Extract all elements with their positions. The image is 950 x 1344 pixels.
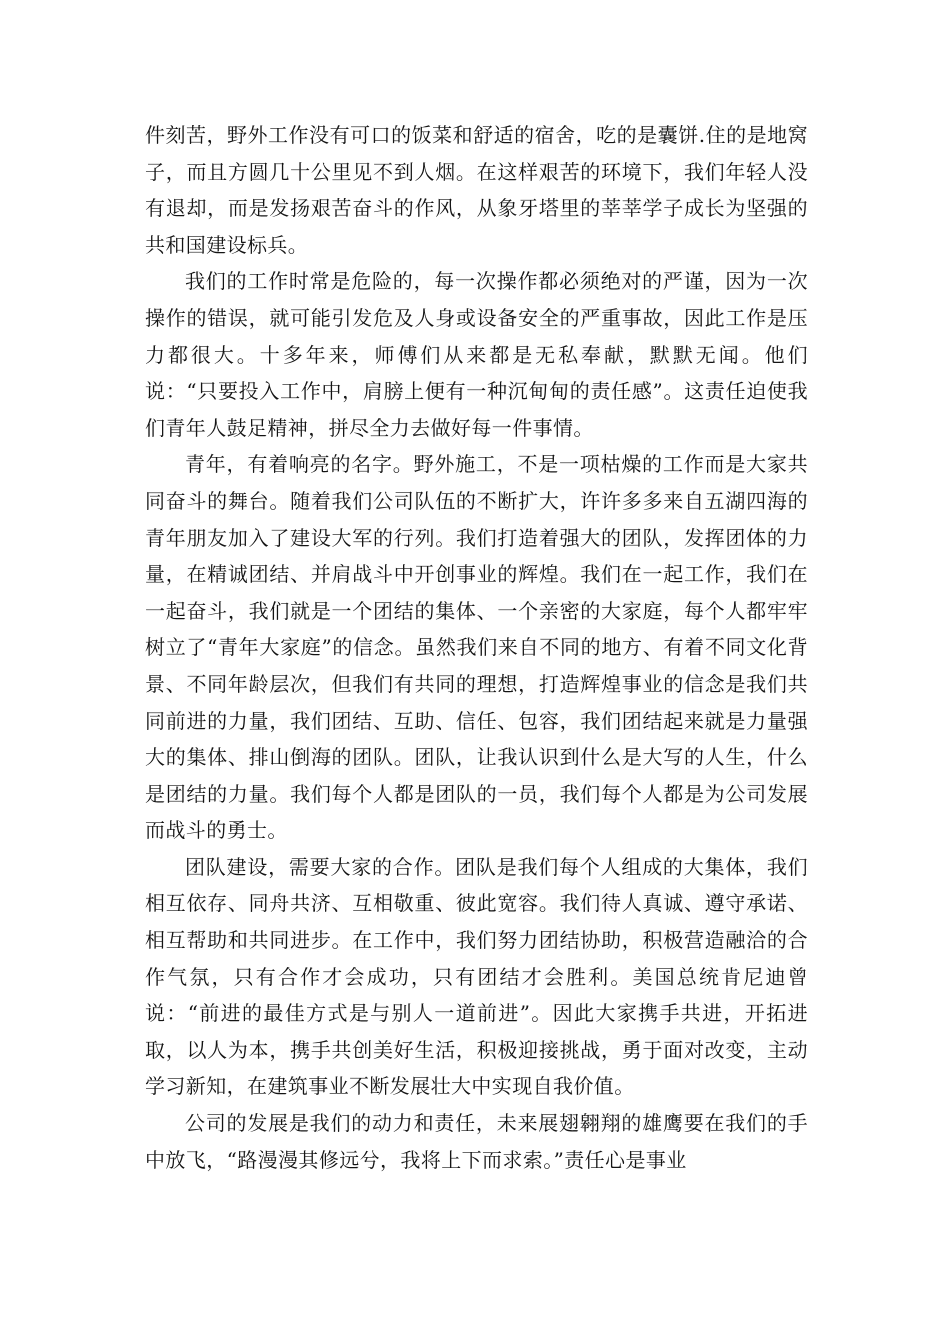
paragraph-3: 青年，有着响亮的名字。野外施工，不是一项枯燥的工作而是大家共同奋斗的舞台。随着我们公司队伍的不断扩大，许许多多来自五湖四海的青年朋友加入了建设大军的行列。我们打造着强大的团队，发挥团体的力量，在精诚团结、并肩战斗中开创事业的辉煌。我们在一起工作，我们在一起奋斗，我们就是一个团结的集体、一个亲密的大家庭，每个人都牢牢树立了“青年大家庭”的信念。虽然我们来自不同的地方、有着不同文化背景、不同年龄层次，但我们有共同的理想，打造辉煌事业的信念是我们共同前进的力量，我们团结、互助、信任、包容，我们团结起来就是力量强大的集体、排山倒海的团队。团队，让我认识到什么是大写的人生，什么是团结的力量。我们每个人都是团队的一员，我们每个人都是为公司发展而战斗的勇士。 <box>145 452 808 843</box>
paragraph-1: 件刻苦，野外工作没有可口的饭菜和舒适的宿舍，吃的是囊饼.住的是地窝子，而且方圆几十公里见不到人烟。在这样艰苦的环境下，我们年轻人没有退却，而是发扬艰苦奋斗的作风，从象牙塔里的莘莘学子成长为坚强的共和国建设标兵。 <box>145 123 808 257</box>
paragraph-2: 我们的工作时常是危险的，每一次操作都必须绝对的严谨，因为一次操作的错误，就可能引发危及人身或设备安全的严重事故，因此工作是压力都很大。十多年来，师傅们从来都是无私奉献，默默无闻。他们说：“只要投入工作中，肩膀上便有一种沉甸甸的责任感”。这责任迫使我们青年人鼓足精神，拼尽全力去做好每一件事情。 <box>145 269 808 440</box>
paragraph-4: 团队建设，需要大家的合作。团队是我们每个人组成的大集体，我们相互依存、同舟共济、互相敬重、彼此宽容。我们待人真诚、遵守承诺、相互帮助和共同进步。在工作中，我们努力团结协助，积极营造融洽的合作气氛，只有合作才会成功，只有团结才会胜利。美国总统肯尼迪曾说：“前进的最佳方式是与别人一道前进”。因此大家携手共进，开拓进取，以人为本，携手共创美好生活，积极迎接挑战，勇于面对改变，主动学习新知，在建筑事业不断发展壮大中实现自我价值。 <box>145 854 808 1099</box>
document-body <box>145 117 808 1178</box>
paragraph-5: 公司的发展是我们的动力和责任，未来展翅翱翔的雄鹰要在我们的手中放飞，“路漫漫其修远兮，我将上下而求索。”责任心是事业 <box>145 1111 808 1172</box>
